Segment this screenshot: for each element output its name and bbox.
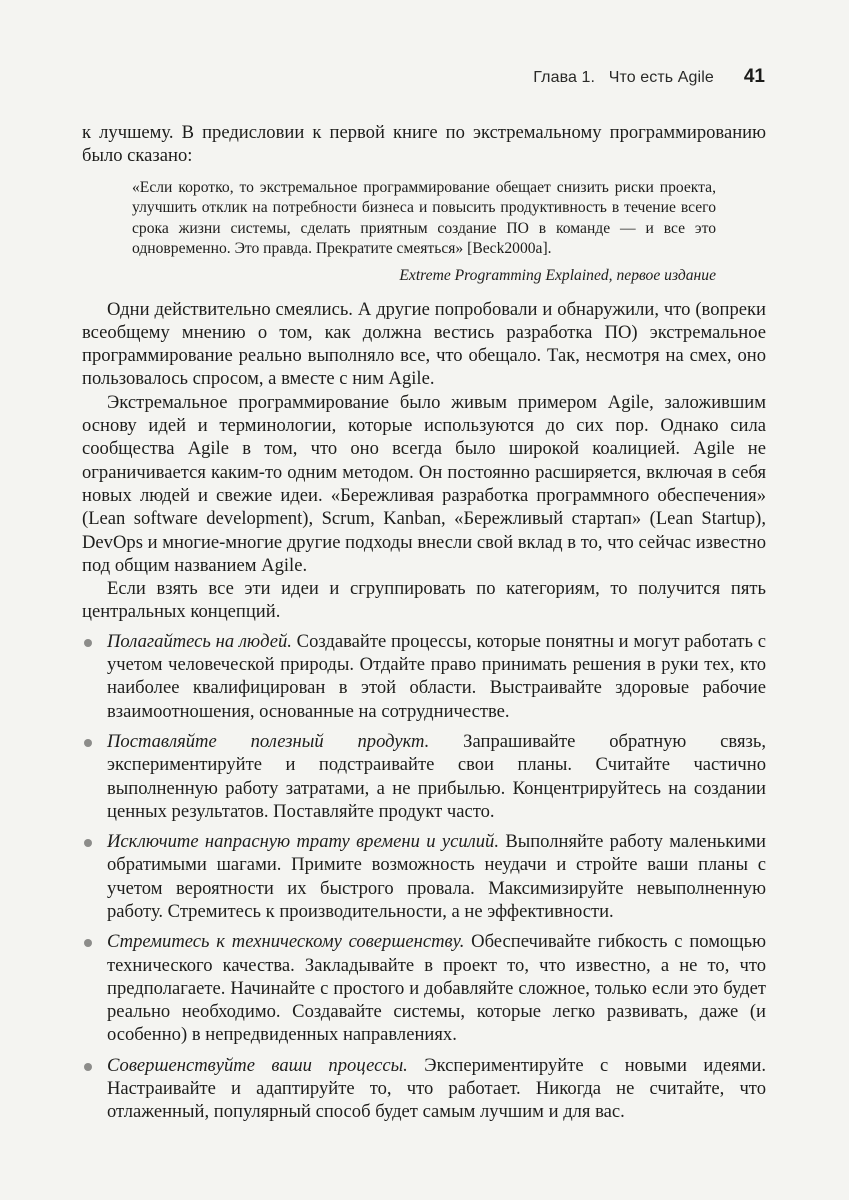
principle-text: Обеспечивайте гибкость с помощью технического качества. Закладывайте в проект то, что известно, а не то, что предполагаете. Начинайте с простого и добавляйте сложное, только если это будет реально необходимо. Создавайте системы, которые легко развивать, даже (и особенно) в непредвиденных направлениях. [107, 931, 766, 1046]
page-body [82, 121, 766, 1131]
page-number: 41 [743, 66, 765, 87]
principle-text: Выполняйте работу маленькими обратимыми шагами. Примите возможность неудачи и стройте ваши планы с учетом вероятности их быстрого провала. Максимизируйте невыполненную работу. Стремитесь к производительности, а не эффективности. [107, 831, 766, 922]
principle-title: Совершенствуйте ваши процессы. [107, 1054, 408, 1076]
principles-list [82, 630, 766, 1124]
running-header [533, 66, 765, 88]
principle-title: Полагайтесь на людей. [107, 630, 292, 652]
principle-text: Запрашивайте обратную связь, экспериментируйте и подстраивайте свои планы. Считайте частично выполненную работу затратами, а не прибылью. Концентрируйтесь на создании ценных результатов. Поставляйте продукт часто. [107, 730, 766, 822]
bullet-icon [84, 939, 92, 947]
list-item [82, 1054, 766, 1124]
chapter-title: Глава 1. Что есть Agile [533, 69, 714, 86]
list-item [82, 830, 766, 923]
quote-source: Extreme Programming Explained, первое издание [399, 266, 716, 284]
principle-title: Поставляйте полезный продукт. [107, 730, 430, 752]
body-paragraph: Экстремальное программирование было живым примером Agile, заложившим основу идей и терминологии, которые используются до сих пор. Однако сила сообщества Agile в том, что оно всегда было широкой коалицией. Agile не ограничивается каким-то одним методом. Он постоянно расширяется, включая в себя новых людей и свежие идеи. «Бережливая разработка программного обеспечения» (Lean software development), Scrum, Kanban, «Бережливый стартап» (Lean Startup), DevOps и многие-многие другие подходы внесли свой вклад в то, что сейчас известно под общим названием Agile. [82, 391, 766, 576]
list-item [82, 730, 766, 823]
intro-paragraph: к лучшему. В предисловии к первой книге по экстремальному программированию было сказано: [82, 122, 766, 167]
principle-text: Экспериментируйте с новыми идеями. Настраивайте и адаптируйте то, что работает. Никогда не считайте, что отлаженный, популярный способ будет самым лучшим и для вас. [107, 1054, 767, 1123]
principle-text: Создавайте процессы, которые понятны и могут работать с учетом человеческой природы. Отдайте право принимать решения в руки тех, кто наиболее квалифицирован в этой области. Выстраивайте здоровые рабочие взаимоотношения, основанные на сотрудничестве. [107, 630, 766, 722]
body-paragraph: Если взять все эти идеи и сгруппировать по категориям, то получится пять центральных концепций. [82, 578, 766, 623]
bullet-icon [84, 639, 92, 647]
principle-title: Стремитесь к техническому совершенству. [107, 931, 465, 953]
bullet-icon [84, 1063, 92, 1071]
list-item [82, 630, 766, 723]
bullet-icon [84, 739, 92, 747]
principle-title: Исключите напрасную трату времени и усилий. [107, 831, 499, 853]
list-item [82, 930, 766, 1046]
body-paragraph: Одни действительно смеялись. А другие попробовали и обнаружили, что (вопреки всеобщему мнению о том, как должна вестись разработка ПО) экстремальное программирование реально выполняло все, что обещало. Так, несмотря на смех, оно пользовалось спросом, а вместе с ним Agile. [82, 298, 766, 390]
block-quote: «Если коротко, то экстремальное программирование обещает снизить риски проекта, улучшить отклик на потребности бизнеса и повысить продуктивность в течение всего срока жизни системы, сделать приятным создание ПО в команде — и все это одновременно. Это правда. Прекратите смеяться» [Beck2000a]. [132, 178, 716, 258]
bullet-icon [84, 839, 92, 847]
